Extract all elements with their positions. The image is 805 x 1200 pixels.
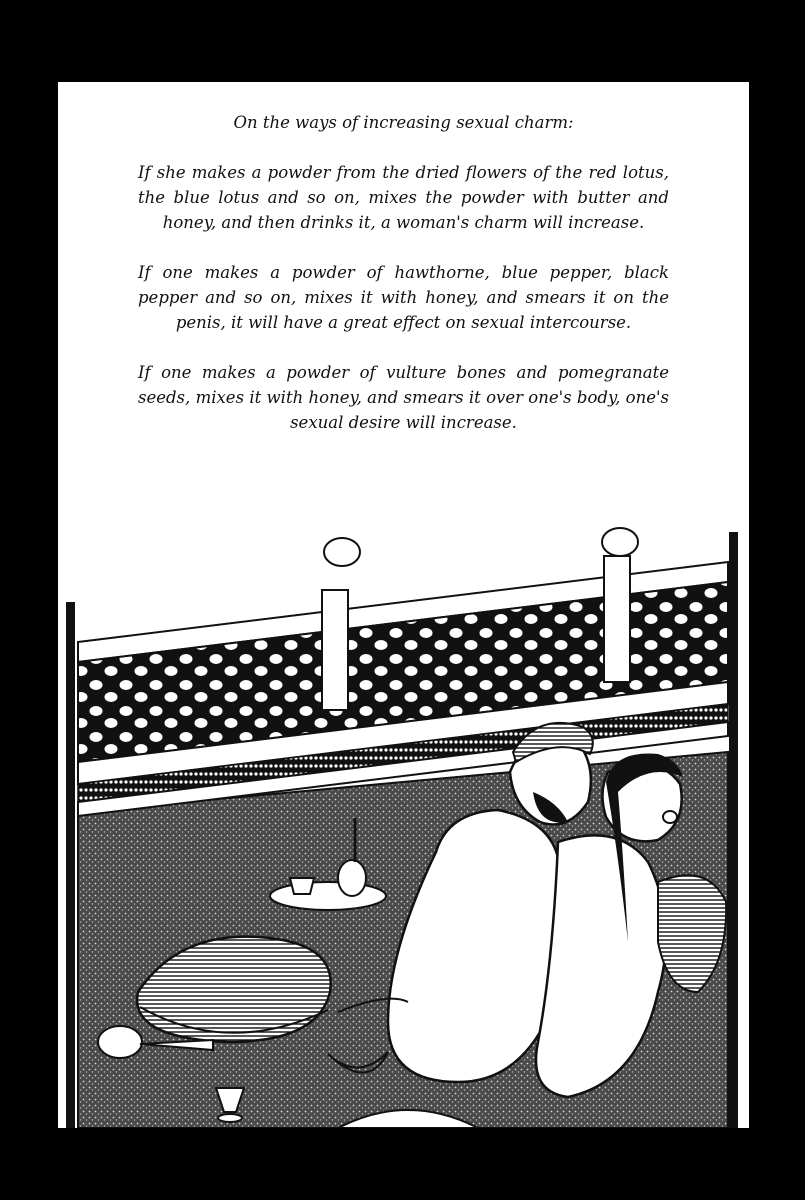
couple-on-terrace-illustration (58, 522, 749, 1128)
left-post (66, 602, 75, 1128)
page (58, 82, 749, 1128)
paragraph-3: If one makes a powder of vulture bones and pomegranate seeds, mixes it with honey, and smears it over one's body, one's sexual desire will increase. (138, 363, 669, 432)
section-heading: On the ways of increasing sexual charm: (233, 113, 574, 132)
paragraph-1: If she makes a powder from the dried flowers of the red lotus, the blue lotus and so on, mixes the powder with butter and honey, and then drinks it, a woman's charm will increase. (138, 163, 669, 232)
paragraph-2: If one makes a powder of hawthorne, blue pepper, black pepper and so on, mixes it with honey, and smears it on the penis, it will have a great effect on sexual intercourse. (138, 263, 669, 332)
right-post (729, 532, 738, 1128)
text-block (138, 110, 669, 460)
